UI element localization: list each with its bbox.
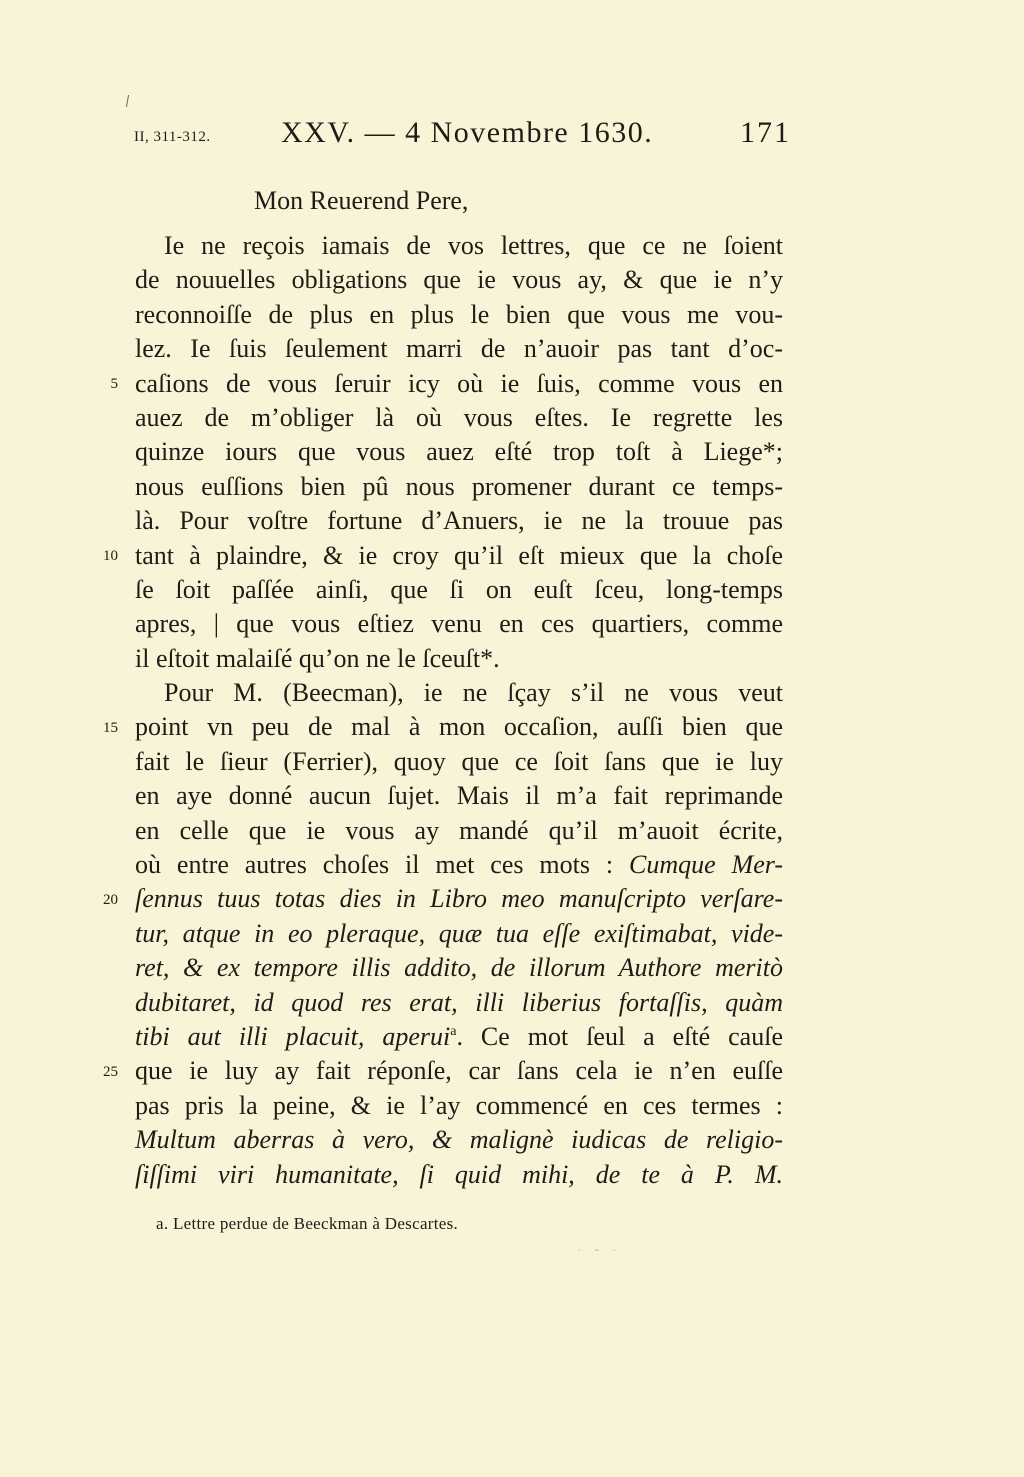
page-mark xyxy=(126,95,129,107)
text-line: nous euſſions bien pû nous promener durant ce temps- xyxy=(135,471,783,501)
text-line: en celle que ie vous ay mandé qu’il m’auoit écrite, xyxy=(135,815,783,845)
text-line: il eſtoit malaiſé qu’on ne le ſceuſt*. xyxy=(135,643,500,673)
line-number: 25 xyxy=(103,1063,118,1080)
text-line-latin: ſiſſimi viri humanitate, ſi quid mihi, de te à P. M. xyxy=(135,1159,783,1189)
text-line: reconnoiſſe de plus en plus le bien que vous me vou- xyxy=(135,299,783,329)
latin-quote-end: tibi aut illi placuit, aperui xyxy=(135,1021,451,1051)
text-line: que ie luy ay fait réponſe, car ſans cela ie n’en euſſe xyxy=(135,1056,783,1086)
running-header xyxy=(0,114,1024,158)
text-line: point vn peu de mal à mon occaſion, auſſi bien que xyxy=(135,712,783,742)
text-line-latin: dubitaret, id quod res erat, illi liberius fortaſſis, quàm xyxy=(135,987,783,1017)
footnote-marker: a xyxy=(450,1023,457,1039)
text-line: ſe ſoit paſſée ainſi, que ſi on euſt ſceu, long-temps xyxy=(135,574,783,604)
text-line: de nouuelles obligations que ie vous ay, & que ie n’y xyxy=(135,265,783,295)
line-number: 15 xyxy=(103,719,118,736)
text-line: là. Pour voſtre fortune d’Anuers, ie ne la trouue pas xyxy=(135,506,783,536)
footnote: a. Lettre perdue de Beeckman à Descartes. xyxy=(156,1214,459,1233)
text-line: pas pris la peine, & ie l’ay commencé en ces termes : xyxy=(135,1090,783,1120)
header-title: XXV. — 4 Novembre 1630. xyxy=(281,116,654,149)
text-line-latin: ret, & ex tempore illis addito, de illorum Authore meritò xyxy=(135,953,783,983)
line-number: 20 xyxy=(103,891,118,908)
line-number: 10 xyxy=(103,547,118,564)
latin-quote-start: Cumque Mer- xyxy=(628,850,783,880)
paper-specks: · ~ · xyxy=(578,1246,622,1255)
text-line: caſions de vous ſeruir icy où ie ſuis, comme vous en xyxy=(135,368,783,398)
text-segment: . Ce mot ſeul a eſté cauſe xyxy=(456,1021,783,1051)
text-line-latin: tur, atque in eo pleraque, quæ tua eſſe exiſtimabat, vide- xyxy=(135,918,783,948)
text-line: Ie ne reçois iamais de vos lettres, que ce ne ſoient xyxy=(164,231,783,260)
text-line-latin: Multum aberras à vero, & malignè iudicas de religio- xyxy=(135,1125,783,1155)
text-line: en aye donné aucun ſujet. Mais il m’a fait reprimande xyxy=(135,781,783,811)
text-line: auez de m’obliger là où vous eſtes. Ie regrette les xyxy=(135,402,783,432)
line-number: 5 xyxy=(110,375,118,392)
text-line: lez. Ie ſuis ſeulement marri de n’auoir pas tant d’oc- xyxy=(135,334,783,364)
header-reference: II, 311-312. xyxy=(134,129,211,145)
page-number: 171 xyxy=(740,116,791,149)
text-line: quinze iours que vous auez eſté trop toſt à Liege*; xyxy=(135,437,783,467)
text-line xyxy=(135,1020,783,1054)
text-line-latin: ſennus tuus totas dies in Libro meo manuſcripto verſare- xyxy=(135,884,783,914)
text-line: tant à plaindre, & ie croy qu’il eſt mieux que la choſe xyxy=(135,540,783,570)
text-line: apres, | que vous eſtiez venu en ces quartiers, comme xyxy=(135,609,783,639)
text-segment: où entre autres choſes il met ces mots : xyxy=(135,850,629,880)
salutation: Mon Reuerend Pere, xyxy=(254,186,469,215)
text-line: fait le ſieur (Ferrier), quoy que ce ſoit ſans que ie luy xyxy=(135,746,783,776)
letter-body xyxy=(135,229,783,1192)
text-line xyxy=(135,848,783,882)
text-line: Pour M. (Beecman), ie ne ſçay s’il ne vous veut xyxy=(164,678,783,708)
